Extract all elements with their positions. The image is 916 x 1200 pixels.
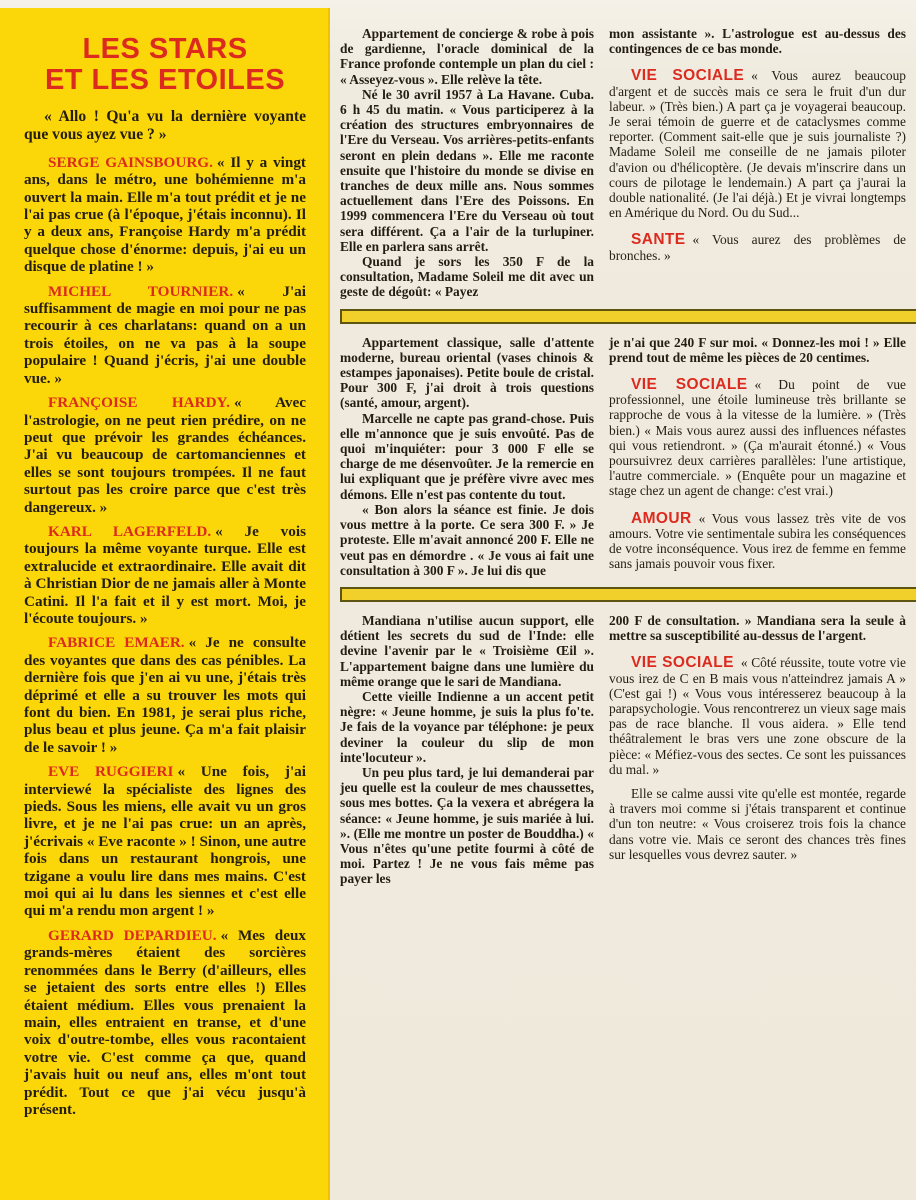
body-paragraph: Un peu plus tard, je lui demanderai par jeu quelle est la couleur de mes chaussettes, sous mes bottes. Ça la vexera et abrégera la séance: « Jeune homme, je suis mariée à lui. ». (Elle me montre un poster de Bouddha.) « Vous n'êtes qu'une petite fourmi à côté de moi. Partez ! Je ne vous fais même pas payer les xyxy=(340,764,594,887)
star-name: KARL LAGERFELD. xyxy=(48,522,212,540)
star-name: SERGE GAINSBOURG. xyxy=(48,153,213,171)
quote-text: « Une fois, j'ai interviewé la spécialiste des lignes des pieds. Sous les miens, elle avait vu un gros livre, et je ne l'ai pas crue: un an après, j'écrivais « Eve raconte » ! Sinon, une autre fois dans un restaurant hongrois, une tzigane a voulu lire dans mes mains. C'est moi qui ai lu dans les siennes et c'est elle qui m'a rendu mon argent ! » xyxy=(24,763,306,920)
star-quote-lagerfeld xyxy=(24,523,306,627)
topic-block-amour xyxy=(609,511,906,572)
body-paragraph: Cette vieille Indienne a un accent petit nègre: « Jeune homme, je suis la plus fo'te. Je fais de la voyance par téléphone: je peux deviner la couleur du slip de mon inte'locuteur ». xyxy=(340,688,594,765)
quote-text: « J'ai suffisamment de magie en moi pour ne pas recourir à ces charlatans: quand on a un trois étoiles, on ne va pas à la soupe populaire ! Quand j'écris, j'ai une double vue. » xyxy=(24,282,306,387)
yellow-divider xyxy=(340,587,916,602)
article-column-right xyxy=(609,335,906,578)
topic-text: « Du point de vue professionnel, une étoile lumineuse très brillante se rapproche de vous à la vitesse de la lumière. » (Très bien.) « Mais vous aurez aussi des influences néfastes qui vous retiendront. » (Ça m'aurait étonné.) « Vous poursuivrez deux carrières parallèles: l'une artistique, l'autre commerciale. » (Enquête pour un magazine et stage chez un agent de change: c'est vrai.) xyxy=(609,377,906,499)
star-name: EVE RUGGIERI xyxy=(48,763,174,781)
quote-text: « Je vois toujours la même voyante turque. Elle est extralucide et extraordinaire. Elle avait dit à Christian Dior de ne jamais aller à Monte Catini. Il l'a fait et il y est mort. Moi, je l'écoute toujours. » xyxy=(24,522,306,627)
article-main xyxy=(332,0,916,887)
page-title-line1: LES STARS xyxy=(82,33,248,65)
section-marcelle xyxy=(340,335,906,578)
quote-text: « Je ne consulte des voyantes que dans des cas pénibles. La dernière fois que j'en ai vu une, j'étais très déprimé et elle a su trouver les mots qui font du bien. En 1981, je serai plus riche, plus beau et plus jeune. Ça m'a fait plaisir de le savoir ! » xyxy=(24,634,306,756)
topic-block-vie-sociale xyxy=(609,68,906,220)
stars-sidebar xyxy=(0,8,330,1200)
quote-text: « Avec l'astrologie, on ne peut rien prédire, on ne peut que prévoir les grandes échéances. J'ai vu beaucoup de cartomanciennes et elles se sont toujours trompées. Il ne faut surtout pas les croire parce que c'est très dangereux. » xyxy=(24,394,306,516)
star-quote-ruggieri xyxy=(24,763,306,920)
star-quote-depardieu xyxy=(24,927,306,1118)
star-name: FABRICE EMAER. xyxy=(48,634,185,652)
star-quote-hardy xyxy=(24,394,306,516)
body-paragraph: « Bon alors la séance est finie. Je dois vous mettre à la porte. Ce sera 300 F. » Je proteste. Elle m'avait annoncé 200 F. Elle ne veut pas en démordre . « Je vous ai fait une consultation à 300 F ». Je lui dis que xyxy=(340,501,594,578)
intro-quote: « Allo ! Qu'a vu la dernière voyante que vous ayez vue ? » xyxy=(24,108,306,144)
section-mandiana xyxy=(340,613,906,887)
star-name: MICHEL TOURNIER. xyxy=(48,282,234,300)
topic-header: VIE SOCIALE xyxy=(631,67,745,85)
body-paragraph: Elle se calme aussi vite qu'elle est montée, regarde à travers moi comme si j'étais transparent et continue d'un ton neutre: « Vous croiserez trois fois la chance dans votre vie. Mais ce seront des chances très fines sur lesquelles vous devrez sauter. » xyxy=(609,785,906,862)
topic-text: « Vous aurez des problèmes de bronches. » xyxy=(609,232,906,263)
topic-header: AMOUR xyxy=(631,509,692,527)
article-column-right xyxy=(609,613,906,887)
body-paragraph: Marcelle ne capte pas grand-chose. Puis elle m'annonce que je suis envoûté. Pas de quoi m'inquiéter: pour 3 000 F elle se charge de me désenvoûter. Je la remercie en lui expliquant que je préfère vivre avec mes démons. Elle n'est pas contente du tout. xyxy=(340,410,594,502)
star-name: GERARD DEPARDIEU. xyxy=(48,926,217,944)
lead-paragraph: je n'ai que 240 F sur moi. « Donnez-les moi ! » Elle prend tout de même les pièces de 20 centimes. xyxy=(609,334,906,365)
star-quote-gainsbourg xyxy=(24,154,306,276)
body-paragraph: Quand je sors les 350 F de la consultation, Madame Soleil me dit avec un geste de dégoût: « Payez xyxy=(340,254,594,300)
body-paragraph: Né le 30 avril 1957 à La Havane. Cuba. 6 h 45 du matin. « Vous participerez à la création des structures embryonnaires de l'Ere du Verseau. Vos arrières-petits-enfants seront en plein dedans ». Elle me raconte ensuite que l'histoire du monde se divise en tranches de deux mille ans. Nous sommes actuellement dans l'Ere des Poissons. En 1999 commencera l'Ere du Verseau où tout sera différent. Ça a l'air de la turlupiner. Elle en parlera sans arrêt. xyxy=(340,86,594,254)
topic-block-vie-sociale xyxy=(609,377,906,499)
yellow-divider xyxy=(340,309,916,324)
lead-paragraph: mon assistante ». L'astrologue est au-dessus des contingences de ce bas monde. xyxy=(609,26,906,57)
star-quote-emaer xyxy=(24,634,306,756)
section-madame-soleil xyxy=(340,26,906,300)
article-column-left xyxy=(340,335,594,578)
body-paragraph: Mandiana n'utilise aucun support, elle détient les secrets du sud de l'Inde: elle devine l'avenir par le « Troisième Œil ». L'appartement baigne dans une lumière du même orange que le sari de Mandiana. xyxy=(340,612,594,689)
article-column-right xyxy=(609,26,906,300)
body-paragraph: Appartement de concierge & robe à pois de gardienne, l'oracle dominical de la France profonde contemple un plan du ciel : « Asseyez-vous ». Elle relève la tête. xyxy=(340,26,594,87)
body-paragraph: Appartement classique, salle d'attente moderne, bureau oriental (vases chinois & estampes japonaises). Petite boule de cristal. Pour 300 F, j'ai droit à trois questions (santé, amour, argent). xyxy=(340,334,594,411)
topic-text: « Vous vous lassez très vite de vos amours. Votre vie sentimentale subira les conséquences de votre inconséquence. Vous irez de femme en femme sans jamais pouvoir vous fixer. xyxy=(609,510,906,572)
quote-text: « Il y a vingt ans, dans le métro, une bohémienne m'a ouvert la main. Elle m'a tout prédit et je ne l'ai pas crue (à l'époque, j'étais inconnu). Il y a deux ans, Françoise Hardy m'a prédit quelque chose d'énorme: depuis, j'ai eu un disque de platine ! » xyxy=(24,153,306,276)
page-title-line2: ET LES ETOILES xyxy=(44,64,286,97)
topic-text: « Vous aurez beaucoup d'argent et de succès mais ce sera le fruit d'un dur labeur. » (Très bien.) A part ça je voyagerai beaucoup. Je serai témoin de guerre et de cataclysmes comme reporter. (Comment sait-elle que je suis journaliste ?) Madame Soleil me conseille de ne jamais piloter d'avion ou d'hélicoptère. (Je devais m'inscrire dans un cours de pilotage le lendemain.) A part ça j'aurai la double nationalité. (Je l'ai déjà.) Et je vivrai longtemps en Amérique du Nord. Ou du Sud... xyxy=(609,68,906,221)
quote-text: « Mes deux grands-mères étaient des sorcières renommées dans le Berry (d'ailleurs, elles se jetaient des sorts entre elles !) Elles étaient médium. Elles vous prenaient la main, elles entraient en transe, et d'une voix d'outre-tombe, elles vous racontaient votre vie. C'est comme ça que, quand j'avais huit ou neuf ans, elles m'ont tout prédit. Tout ce que j'ai vécu jusqu'à présent. xyxy=(24,926,306,1118)
article-column-left xyxy=(340,613,594,887)
topic-block-vie-sociale xyxy=(609,655,906,777)
page-title xyxy=(24,34,306,96)
topic-header: VIE SOCIALE xyxy=(631,654,734,672)
star-name: FRANÇOISE HARDY. xyxy=(48,394,230,412)
topic-block-sante xyxy=(609,232,906,262)
star-quote-tournier xyxy=(24,283,306,387)
lead-paragraph: 200 F de consultation. » Mandiana sera la seule à mettre sa susceptibilité au-dessus de l'argent. xyxy=(609,612,906,644)
article-column-left xyxy=(340,26,594,300)
topic-header: VIE SOCIALE xyxy=(631,376,748,394)
topic-header: SANTE xyxy=(631,231,686,249)
topic-text: « Côté réussite, toute votre vie vous irez de C en B mais vous n'atteindrez jamais A » (C'est gai !) « Vous vous intéresserez beaucoup à la parapsychologie. Vous rencontrerez un vieux sage mais pas de race blanche. Il vous aidera. » Elle tend théâtralement le bras vers une zone obscure de la pièce: « Méfiez-vous des sectes. Ce sont les puissances du mal. » xyxy=(609,655,906,777)
